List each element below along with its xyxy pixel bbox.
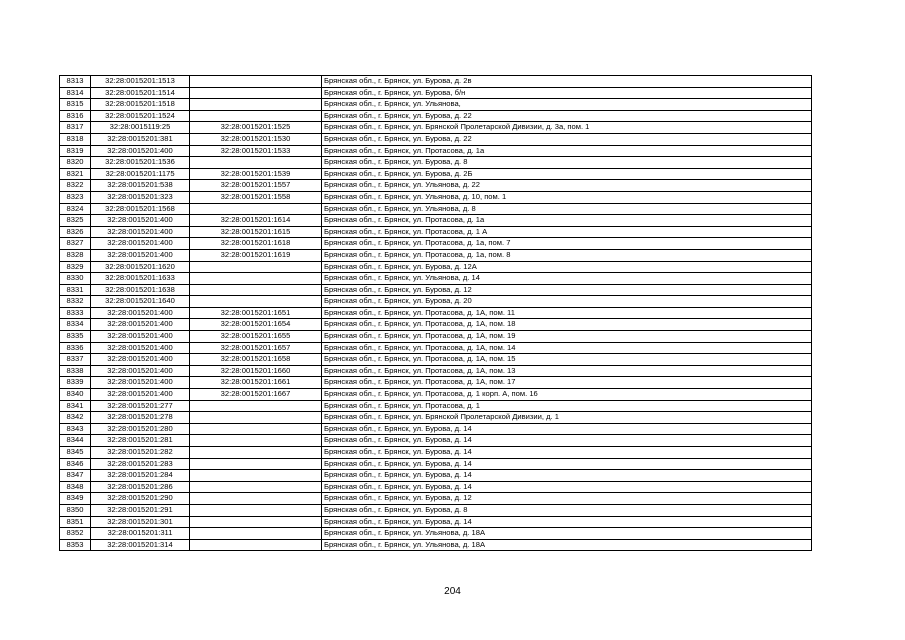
premises-cadastral-number-cell [190, 110, 322, 122]
address-cell: Брянская обл., г. Брянск, ул. Бурова, б/н [322, 87, 812, 99]
row-number-cell: 8316 [60, 110, 91, 122]
cadastral-number-cell: 32:28:0015201:400 [91, 342, 190, 354]
address-cell: Брянская обл., г. Брянск, ул. Бурова, д. 2Б [322, 168, 812, 180]
row-number-cell: 8324 [60, 203, 91, 215]
premises-cadastral-number-cell: 32:28:0015201:1539 [190, 168, 322, 180]
premises-cadastral-number-cell [190, 493, 322, 505]
premises-cadastral-number-cell: 32:28:0015201:1615 [190, 226, 322, 238]
premises-cadastral-number-cell: 32:28:0015201:1533 [190, 145, 322, 157]
row-number-cell: 8326 [60, 226, 91, 238]
cadastral-number-cell: 32:28:0015201:400 [91, 238, 190, 250]
table-row [60, 110, 812, 122]
premises-cadastral-number-cell [190, 528, 322, 540]
row-number-cell: 8313 [60, 76, 91, 88]
premises-cadastral-number-cell: 32:28:0015201:1651 [190, 307, 322, 319]
row-number-cell: 8319 [60, 145, 91, 157]
table-row [60, 191, 812, 203]
premises-cadastral-number-cell [190, 284, 322, 296]
address-cell: Брянская обл., г. Брянск, ул. Ульянова, д. 18А [322, 528, 812, 540]
row-number-cell: 8320 [60, 157, 91, 169]
row-number-cell: 8328 [60, 249, 91, 261]
cadastral-number-cell: 32:28:0015201:290 [91, 493, 190, 505]
table-row [60, 331, 812, 343]
cadastral-number-cell: 32:28:0015201:286 [91, 481, 190, 493]
cadastral-number-cell: 32:28:0015201:400 [91, 226, 190, 238]
address-cell: Брянская обл., г. Брянск, ул. Бурова, д. 14 [322, 447, 812, 459]
table-row [60, 87, 812, 99]
address-cell: Брянская обл., г. Брянск, ул. Бурова, д. 8 [322, 504, 812, 516]
address-cell: Брянская обл., г. Брянск, ул. Ульянова, д. 18А [322, 539, 812, 551]
premises-cadastral-number-cell: 32:28:0015201:1655 [190, 331, 322, 343]
row-number-cell: 8344 [60, 435, 91, 447]
row-number-cell: 8353 [60, 539, 91, 551]
table-row [60, 168, 812, 180]
premises-cadastral-number-cell [190, 87, 322, 99]
row-number-cell: 8343 [60, 423, 91, 435]
cadastral-number-cell: 32:28:0015201:1518 [91, 99, 190, 111]
page-number: 204 [444, 586, 461, 597]
address-cell: Брянская обл., г. Брянск, ул. Бурова, д. 12 [322, 284, 812, 296]
table-row [60, 435, 812, 447]
premises-cadastral-number-cell [190, 76, 322, 88]
premises-cadastral-number-cell: 32:28:0015201:1619 [190, 249, 322, 261]
cadastral-number-cell: 32:28:0015201:284 [91, 470, 190, 482]
cadastral-number-cell: 32:28:0015201:314 [91, 539, 190, 551]
row-number-cell: 8334 [60, 319, 91, 331]
address-cell: Брянская обл., г. Брянск, ул. Протасова, д. 1А, пом. 18 [322, 319, 812, 331]
row-number-cell: 8315 [60, 99, 91, 111]
row-number-cell: 8318 [60, 133, 91, 145]
table-row [60, 319, 812, 331]
premises-cadastral-number-cell [190, 447, 322, 459]
premises-cadastral-number-cell: 32:28:0015201:1557 [190, 180, 322, 192]
premises-cadastral-number-cell: 32:28:0015201:1530 [190, 133, 322, 145]
cadastral-number-cell: 32:28:0015201:1640 [91, 296, 190, 308]
table-row [60, 215, 812, 227]
registry-table [59, 75, 812, 551]
table-row [60, 470, 812, 482]
cadastral-number-cell: 32:28:0015201:400 [91, 319, 190, 331]
address-cell: Брянская обл., г. Брянск, ул. Бурова, д. 14 [322, 435, 812, 447]
row-number-cell: 8329 [60, 261, 91, 273]
table-row [60, 145, 812, 157]
premises-cadastral-number-cell: 32:28:0015201:1667 [190, 389, 322, 401]
row-number-cell: 8336 [60, 342, 91, 354]
cadastral-number-cell: 32:28:0015201:400 [91, 249, 190, 261]
premises-cadastral-number-cell [190, 99, 322, 111]
cadastral-number-cell: 32:28:0015201:400 [91, 389, 190, 401]
cadastral-number-cell: 32:28:0015201:538 [91, 180, 190, 192]
address-cell: Брянская обл., г. Брянск, ул. Ульянова, д. 22 [322, 180, 812, 192]
premises-cadastral-number-cell: 32:28:0015201:1658 [190, 354, 322, 366]
address-cell: Брянская обл., г. Брянск, ул. Ульянова, д. 10, пом. 1 [322, 191, 812, 203]
row-number-cell: 8325 [60, 215, 91, 227]
premises-cadastral-number-cell [190, 423, 322, 435]
row-number-cell: 8346 [60, 458, 91, 470]
cadastral-number-cell: 32:28:0015201:278 [91, 412, 190, 424]
premises-cadastral-number-cell [190, 412, 322, 424]
registry-table-body [60, 76, 812, 551]
cadastral-number-cell: 32:28:0015201:400 [91, 365, 190, 377]
address-cell: Брянская обл., г. Брянск, ул. Бурова, д. 8 [322, 157, 812, 169]
premises-cadastral-number-cell: 32:28:0015201:1558 [190, 191, 322, 203]
address-cell: Брянская обл., г. Брянск, ул. Брянской Пролетарской Дивизии, д. 1 [322, 412, 812, 424]
table-row [60, 180, 812, 192]
row-number-cell: 8347 [60, 470, 91, 482]
cadastral-number-cell: 32:28:0015201:1513 [91, 76, 190, 88]
cadastral-number-cell: 32:28:0015201:1633 [91, 273, 190, 285]
cadastral-number-cell: 32:28:0015201:283 [91, 458, 190, 470]
premises-cadastral-number-cell [190, 273, 322, 285]
cadastral-number-cell: 32:28:0015201:301 [91, 516, 190, 528]
table-row [60, 504, 812, 516]
address-cell: Брянская обл., г. Брянск, ул. Бурова, д. 14 [322, 470, 812, 482]
row-number-cell: 8321 [60, 168, 91, 180]
cadastral-number-cell: 32:28:0015201:381 [91, 133, 190, 145]
premises-cadastral-number-cell: 32:28:0015201:1618 [190, 238, 322, 250]
table-row [60, 458, 812, 470]
table-row [60, 481, 812, 493]
row-number-cell: 8314 [60, 87, 91, 99]
row-number-cell: 8340 [60, 389, 91, 401]
address-cell: Брянская обл., г. Брянск, ул. Протасова, д. 1а, пом. 7 [322, 238, 812, 250]
cadastral-number-cell: 32:28:0015201:1638 [91, 284, 190, 296]
table-row [60, 539, 812, 551]
address-cell: Брянская обл., г. Брянск, ул. Протасова, д. 1А, пом. 13 [322, 365, 812, 377]
row-number-cell: 8330 [60, 273, 91, 285]
table-row [60, 307, 812, 319]
premises-cadastral-number-cell [190, 504, 322, 516]
table-row [60, 157, 812, 169]
row-number-cell: 8331 [60, 284, 91, 296]
premises-cadastral-number-cell [190, 481, 322, 493]
address-cell: Брянская обл., г. Брянск, ул. Брянской Пролетарской Дивизии, д. 3а, пом. 1 [322, 122, 812, 134]
address-cell: Брянская обл., г. Брянск, ул. Бурова, д. 22 [322, 133, 812, 145]
premises-cadastral-number-cell: 32:28:0015201:1614 [190, 215, 322, 227]
row-number-cell: 8348 [60, 481, 91, 493]
cadastral-number-cell: 32:28:0015201:1536 [91, 157, 190, 169]
table-row [60, 273, 812, 285]
address-cell: Брянская обл., г. Брянск, ул. Бурова, д. 14 [322, 516, 812, 528]
table-row [60, 284, 812, 296]
cadastral-number-cell: 32:28:0015201:400 [91, 307, 190, 319]
address-cell: Брянская обл., г. Брянск, ул. Протасова, д. 1 корп. А, пом. 16 [322, 389, 812, 401]
table-row [60, 377, 812, 389]
table-row [60, 389, 812, 401]
premises-cadastral-number-cell [190, 470, 322, 482]
row-number-cell: 8349 [60, 493, 91, 505]
address-cell: Брянская обл., г. Брянск, ул. Бурова, д. 14 [322, 481, 812, 493]
cadastral-number-cell: 32:28:0015201:291 [91, 504, 190, 516]
address-cell: Брянская обл., г. Брянск, ул. Бурова, д. 12А [322, 261, 812, 273]
premises-cadastral-number-cell [190, 157, 322, 169]
address-cell: Брянская обл., г. Брянск, ул. Протасова, д. 1 [322, 400, 812, 412]
premises-cadastral-number-cell: 32:28:0015201:1657 [190, 342, 322, 354]
table-row [60, 238, 812, 250]
premises-cadastral-number-cell [190, 203, 322, 215]
table-row [60, 516, 812, 528]
address-cell: Брянская обл., г. Брянск, ул. Бурова, д. 14 [322, 423, 812, 435]
table-row [60, 342, 812, 354]
table-row [60, 203, 812, 215]
table-row [60, 99, 812, 111]
premises-cadastral-number-cell: 32:28:0015201:1661 [190, 377, 322, 389]
table-row [60, 400, 812, 412]
cadastral-number-cell: 32:28:0015201:1524 [91, 110, 190, 122]
table-row [60, 493, 812, 505]
row-number-cell: 8323 [60, 191, 91, 203]
cadastral-number-cell: 32:28:0015201:311 [91, 528, 190, 540]
address-cell: Брянская обл., г. Брянск, ул. Ульянова, д. 8 [322, 203, 812, 215]
row-number-cell: 8327 [60, 238, 91, 250]
row-number-cell: 8341 [60, 400, 91, 412]
cadastral-number-cell: 32:28:0015201:1514 [91, 87, 190, 99]
row-number-cell: 8342 [60, 412, 91, 424]
address-cell: Брянская обл., г. Брянск, ул. Протасова, д. 1А, пом. 15 [322, 354, 812, 366]
table-row [60, 226, 812, 238]
cadastral-number-cell: 32:28:0015201:280 [91, 423, 190, 435]
address-cell: Брянская обл., г. Брянск, ул. Протасова, д. 1а [322, 145, 812, 157]
cadastral-number-cell: 32:28:0015201:323 [91, 191, 190, 203]
table-row [60, 423, 812, 435]
address-cell: Брянская обл., г. Брянск, ул. Протасова, д. 1А, пом. 17 [322, 377, 812, 389]
row-number-cell: 8345 [60, 447, 91, 459]
address-cell: Брянская обл., г. Брянск, ул. Бурова, д. 20 [322, 296, 812, 308]
row-number-cell: 8333 [60, 307, 91, 319]
row-number-cell: 8322 [60, 180, 91, 192]
cadastral-number-cell: 32:28:0015201:282 [91, 447, 190, 459]
row-number-cell: 8338 [60, 365, 91, 377]
cadastral-number-cell: 32:28:0015201:400 [91, 354, 190, 366]
premises-cadastral-number-cell [190, 458, 322, 470]
cadastral-number-cell: 32:28:0015201:281 [91, 435, 190, 447]
cadastral-number-cell: 32:28:0015201:400 [91, 377, 190, 389]
cadastral-number-cell: 32:28:0015201:400 [91, 145, 190, 157]
address-cell: Брянская обл., г. Брянск, ул. Бурова, д. 22 [322, 110, 812, 122]
address-cell: Брянская обл., г. Брянск, ул. Бурова, д. 2в [322, 76, 812, 88]
row-number-cell: 8335 [60, 331, 91, 343]
address-cell: Брянская обл., г. Брянск, ул. Бурова, д. 14 [322, 458, 812, 470]
row-number-cell: 8350 [60, 504, 91, 516]
row-number-cell: 8317 [60, 122, 91, 134]
premises-cadastral-number-cell [190, 400, 322, 412]
cadastral-number-cell: 32:28:0015201:400 [91, 215, 190, 227]
premises-cadastral-number-cell [190, 539, 322, 551]
address-cell: Брянская обл., г. Брянск, ул. Протасова, д. 1А, пом. 19 [322, 331, 812, 343]
premises-cadastral-number-cell [190, 516, 322, 528]
row-number-cell: 8332 [60, 296, 91, 308]
table-row [60, 447, 812, 459]
table-row [60, 249, 812, 261]
address-cell: Брянская обл., г. Брянск, ул. Протасова, д. 1а, пом. 8 [322, 249, 812, 261]
cadastral-number-cell: 32:28:0015201:400 [91, 331, 190, 343]
premises-cadastral-number-cell: 32:28:0015201:1525 [190, 122, 322, 134]
table-row [60, 296, 812, 308]
address-cell: Брянская обл., г. Брянск, ул. Протасова, д. 1А, пом. 11 [322, 307, 812, 319]
address-cell: Брянская обл., г. Брянск, ул. Ульянова, д. 14 [322, 273, 812, 285]
table-row [60, 133, 812, 145]
table-row [60, 412, 812, 424]
premises-cadastral-number-cell: 32:28:0015201:1654 [190, 319, 322, 331]
cadastral-number-cell: 32:28:0015201:1568 [91, 203, 190, 215]
premises-cadastral-number-cell: 32:28:0015201:1660 [190, 365, 322, 377]
table-row [60, 122, 812, 134]
address-cell: Брянская обл., г. Брянск, ул. Бурова, д. 12 [322, 493, 812, 505]
table-row [60, 261, 812, 273]
address-cell: Брянская обл., г. Брянск, ул. Протасова, д. 1а [322, 215, 812, 227]
premises-cadastral-number-cell [190, 261, 322, 273]
cadastral-number-cell: 32:28:0015201:1175 [91, 168, 190, 180]
address-cell: Брянская обл., г. Брянск, ул. Ульянова, [322, 99, 812, 111]
cadastral-number-cell: 32:28:0015201:1620 [91, 261, 190, 273]
address-cell: Брянская обл., г. Брянск, ул. Протасова, д. 1 А [322, 226, 812, 238]
table-row [60, 76, 812, 88]
row-number-cell: 8352 [60, 528, 91, 540]
address-cell: Брянская обл., г. Брянск, ул. Протасова, д. 1А, пом. 14 [322, 342, 812, 354]
table-row [60, 354, 812, 366]
row-number-cell: 8351 [60, 516, 91, 528]
premises-cadastral-number-cell [190, 435, 322, 447]
table-row [60, 528, 812, 540]
row-number-cell: 8337 [60, 354, 91, 366]
cadastral-number-cell: 32:28:0015201:277 [91, 400, 190, 412]
cadastral-number-cell: 32:28:0015119:25 [91, 122, 190, 134]
premises-cadastral-number-cell [190, 296, 322, 308]
table-row [60, 365, 812, 377]
row-number-cell: 8339 [60, 377, 91, 389]
